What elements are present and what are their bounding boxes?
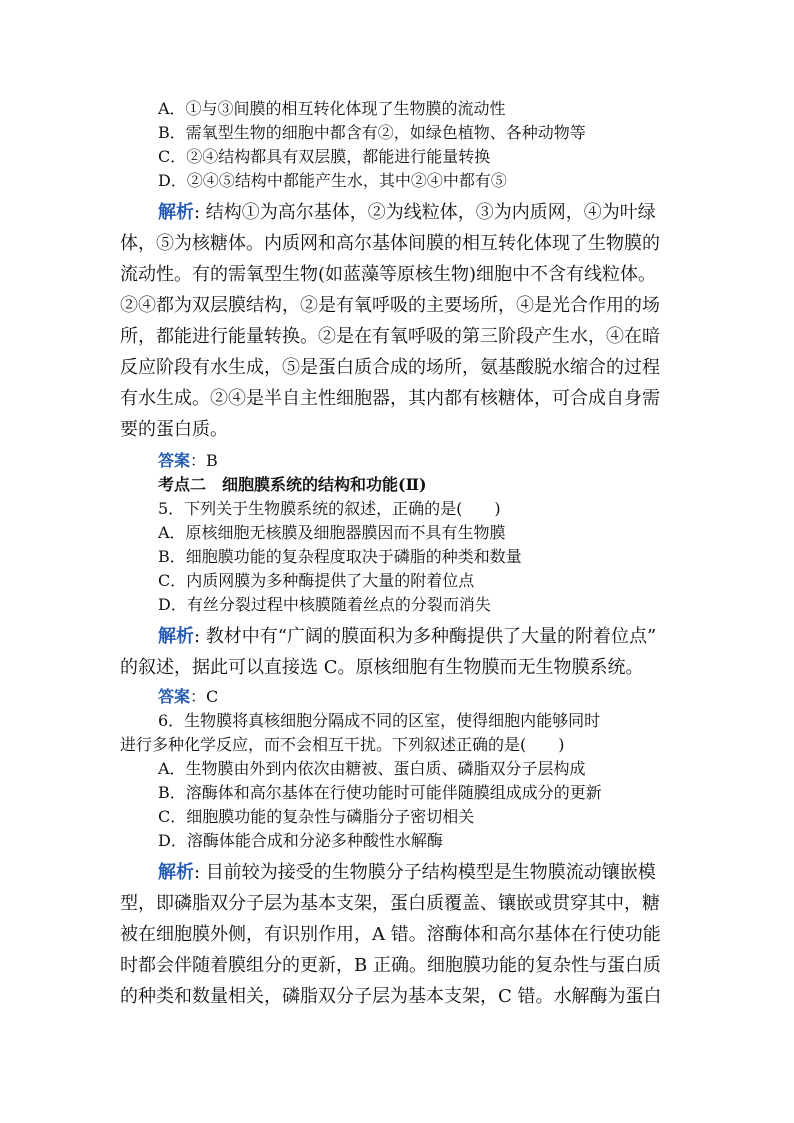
q6-option-d: D．溶酶体能合成和分泌多种酸性水解酶 xyxy=(158,831,443,850)
q4-option-b: B．需氧型生物的细胞中都含有②，如绿色植物、各种动物等 xyxy=(158,123,586,142)
answer-label: 答案 xyxy=(158,687,191,706)
q4-answer: 答案：B xyxy=(158,451,218,470)
q4-option-a: A．①与③间膜的相互转化体现了生物膜的流动性 xyxy=(158,99,506,118)
analysis-label: 解析 xyxy=(158,626,194,647)
q4-analysis-line: ②④都为双层膜结构，②是有氧呼吸的主要场所，④是光合作用的场 xyxy=(120,295,660,316)
q4-analysis-line: 有水生成。②④是半自主性细胞器，其内都有核糖体，可合成自身需 xyxy=(120,388,660,409)
q4-option-d: D．②④⑤结构中都能产生水，其中②④中都有⑤ xyxy=(158,171,507,190)
q5-analysis-line: 解析: 教材中有“广阔的膜面积为多种酶提供了大量的附着位点” xyxy=(158,626,657,647)
q4-analysis-line: 体，⑤为核糖体。内质网和高尔基体间膜的相互转化体现了生物膜的 xyxy=(120,233,660,254)
answer-label: 答案 xyxy=(158,451,191,470)
q4-analysis-line: 反应阶段有水生成，⑤是蛋白质合成的场所，氨基酸脱水缩合的过程 xyxy=(120,357,660,378)
q6-analysis-line: 的种类和数量相关，磷脂双分子层为基本支架，C 错。水解酶为蛋白 xyxy=(120,986,662,1007)
q5-option-b: B．细胞膜功能的复杂程度取决于磷脂的种类和数量 xyxy=(158,547,522,566)
q6-analysis-line: 时都会伴随着膜组分的更新，B 正确。细胞膜功能的复杂性与蛋白质 xyxy=(120,955,661,976)
q6-option-b: B．溶酶体和高尔基体在行使功能时可能伴随膜组成成分的更新 xyxy=(158,783,602,802)
q4-analysis-line: 所，都能进行能量转换。②是在有氧呼吸的第三阶段产生水，④在暗 xyxy=(120,326,660,347)
q6-stem: 6．生物膜将真核细胞分隔成不同的区室，使得细胞内能够同时 xyxy=(158,711,601,730)
q5-analysis-line: 的叙述，据此可以直接选 C。原核细胞有生物膜而无生物膜系统。 xyxy=(120,657,644,678)
q4-analysis-line: 要的蛋白质。 xyxy=(120,419,228,440)
q5-option-d: D．有丝分裂过程中核膜随着丝点的分裂而消失 xyxy=(158,595,491,614)
q5-option-c: C．内质网膜为多种酶提供了大量的附着位点 xyxy=(158,571,475,590)
q6-analysis-line: 被在细胞膜外侧，有识别作用，A 错。溶酶体和高尔基体在行使功能 xyxy=(120,924,661,945)
analysis-label: 解析 xyxy=(158,862,194,883)
section-heading: 考点二 细胞膜系统的结构和功能(Ⅱ) xyxy=(158,475,427,494)
q6-stem: 进行多种化学反应，而不会相互干扰。下列叙述正确的是( ) xyxy=(120,735,565,754)
q6-option-a: A．生物膜由外到内依次由糖被、蛋白质、磷脂双分子层构成 xyxy=(158,759,586,778)
q4-analysis-line: 流动性。有的需氧型生物(如蓝藻等原核生物)细胞中不含有线粒体。 xyxy=(120,264,657,285)
q6-option-c: C．细胞膜功能的复杂性与磷脂分子密切相关 xyxy=(158,807,475,826)
q4-option-c: C．②④结构都具有双层膜，都能进行能量转换 xyxy=(158,147,491,166)
q5-stem: 5．下列关于生物膜系统的叙述，正确的是( ) xyxy=(158,499,501,518)
q5-answer: 答案：C xyxy=(158,687,219,706)
q5-option-a: A．原核细胞无核膜及细胞器膜因而不具有生物膜 xyxy=(158,523,506,542)
q6-analysis-line: 型，即磷脂双分子层为基本支架，蛋白质覆盖、镶嵌或贯穿其中，糖 xyxy=(120,893,660,914)
analysis-label: 解析 xyxy=(158,202,194,223)
q4-analysis-line: 解析: 结构①为高尔基体，②为线粒体，③为内质网，④为叶绿 xyxy=(158,202,656,223)
q6-analysis-line: 解析: 目前较为接受的生物膜分子结构模型是生物膜流动镶嵌模 xyxy=(158,862,656,883)
